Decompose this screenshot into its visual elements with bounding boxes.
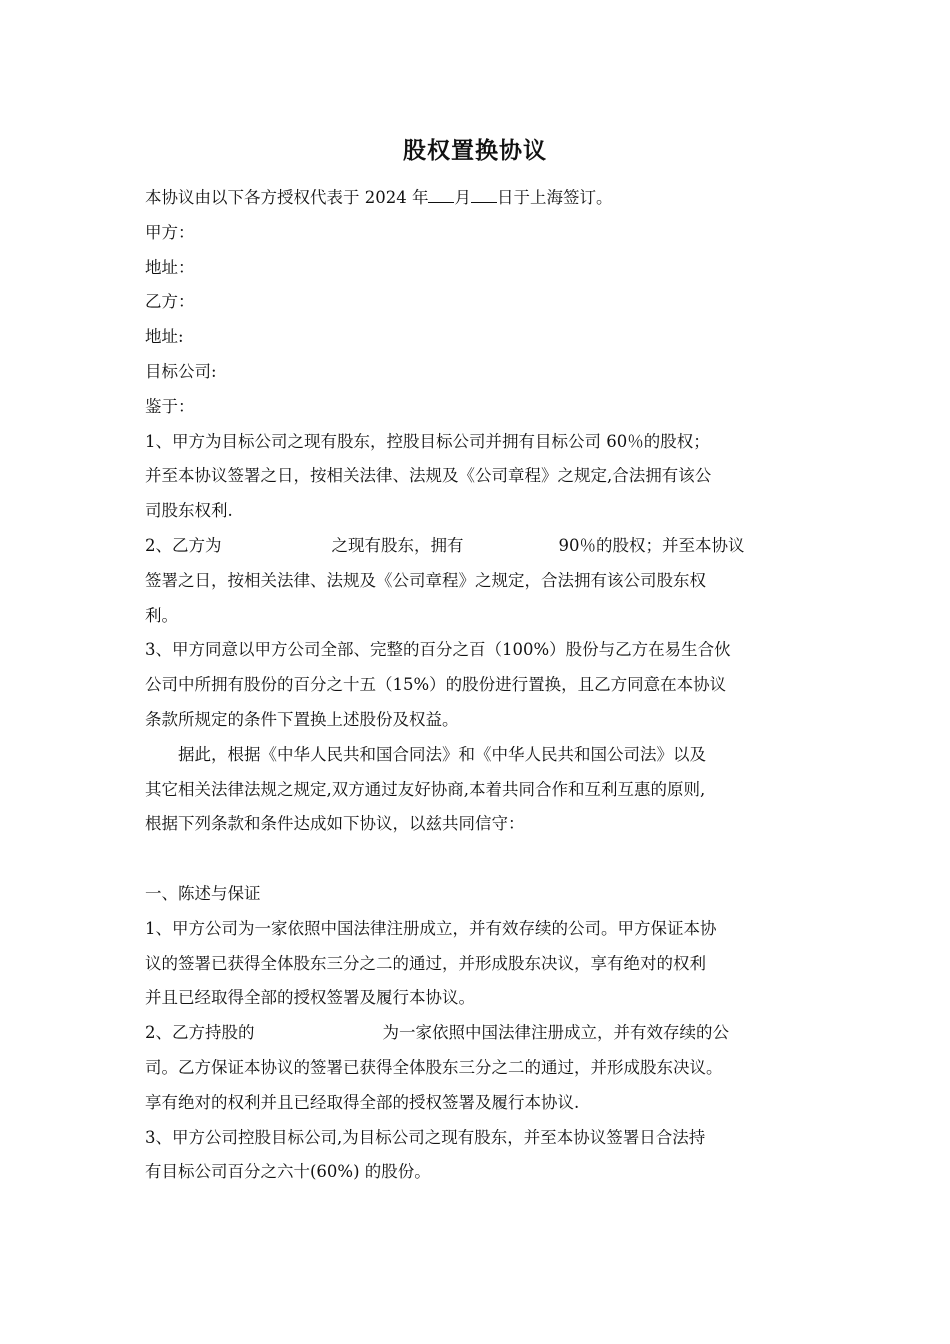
section-1-item-3-line-2: 有目标公司百分之六十(60%) 的股份。 [145, 1162, 431, 1182]
paragraph-spacer [145, 842, 825, 877]
recital-1-line-2: 并至本协议签署之日，按相关法律、法规及《公司章程》之规定,合法拥有该公 [145, 466, 712, 486]
intro-line [145, 181, 825, 216]
document-title: 股权置换协议 [403, 137, 547, 164]
day-blank [471, 186, 497, 203]
section-1-item-2-line-2: 司。乙方保证本协议的签署已获得全体股东三分之二的通过，并形成股东决议。 [145, 1057, 723, 1077]
section-1-item-2-line-3: 享有绝对的权利并且已经取得全部的授权签署及履行本协议. [145, 1092, 580, 1112]
intro-month: 月 [454, 188, 471, 207]
basis-line-2: 其它相关法律法规之规定,双方通过友好协商,本着共同合作和互利互惠的原则, [145, 779, 706, 799]
intro-after-day: 日于上海签订。 [496, 188, 613, 207]
recital-1-line-1: 1、甲方为目标公司之现有股东，控股目标公司并拥有目标公司 60％的股权； [145, 431, 710, 451]
target-company-label: 目标公司: [145, 361, 217, 381]
party-a-address-label: 地址： [145, 257, 195, 277]
section-1-item-1-line-1: 1、甲方公司为一家依照中国法律注册成立，并有效存续的公司。甲方保证本协 [145, 918, 717, 938]
recital-3-line-1: 3、甲方同意以甲方公司全部、完整的百分之百（100%）股份与乙方在易生合伙 [145, 640, 731, 660]
section-1-item-1-line-3: 并且已经取得全部的授权签署及履行本协议。 [145, 988, 475, 1008]
section-1-item-1-line-2: 议的签署已获得全体股东三分之二的通过，并形成股东决议，享有绝对的权利 [145, 953, 706, 973]
party-b-address-label: 地址: [145, 327, 184, 347]
party-b-label: 乙方： [145, 292, 195, 312]
section-1-item-3-line-1: 3、甲方公司控股目标公司,为目标公司之现有股东，并至本协议签署日合法持 [145, 1127, 706, 1147]
recital-3-line-3: 条款所规定的条件下置换上述股份及权益。 [145, 709, 459, 729]
intro-before-year: 本协议由以下各方授权代表于 2024 年 [145, 188, 429, 207]
recital-2-part-3: 90％的股权；并至本协议 [558, 535, 745, 555]
month-blank [428, 186, 454, 203]
recital-2-line-3: 利。 [145, 605, 178, 625]
section-1-item-2-part-1: 2、乙方持股的 [145, 1023, 255, 1043]
recital-2-part-1: 2、乙方为 [145, 535, 222, 555]
recital-2-part-2: 之现有股东，拥有 [331, 535, 464, 555]
whereas-label: 鉴于： [145, 396, 195, 416]
document-body [145, 181, 825, 1190]
basis-line-1: 据此，根据《中华人民共和国合同法》和《中华人民共和国公司法》以及 [178, 744, 706, 764]
section-1-heading: 一、陈述与保证 [145, 883, 261, 903]
basis-line-3: 根据下列条款和条件达成如下协议，以兹共同信守： [145, 814, 525, 834]
section-1-item-2-line-1 [145, 1016, 825, 1051]
recital-2-line-1 [145, 529, 825, 564]
party-a-label: 甲方： [145, 222, 195, 242]
recital-2-line-2: 签署之日，按相关法律、法规及《公司章程》之规定，合法拥有该公司股东权 [145, 570, 706, 590]
recital-3-line-2: 公司中所拥有股份的百分之十五（15%）的股份进行置换，且乙方同意在本协议 [145, 675, 727, 695]
section-1-item-2-part-2: 为一家依照中国法律注册成立，并有效存续的公 [382, 1023, 729, 1043]
recital-1-line-3: 司股东权利. [145, 501, 233, 521]
